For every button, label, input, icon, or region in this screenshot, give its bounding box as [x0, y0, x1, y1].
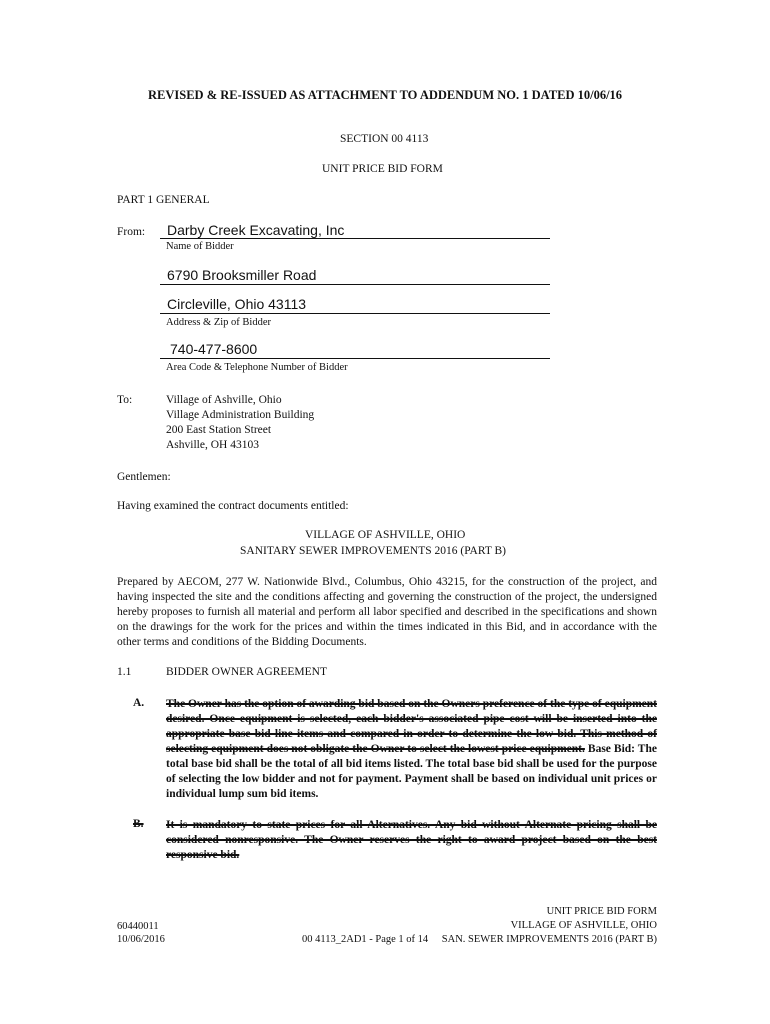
bidder-name-line	[160, 238, 550, 239]
address-caption: Address & Zip of Bidder	[166, 317, 271, 328]
to-address-line: Ashville, OH 43103	[166, 439, 259, 451]
bidder-name-caption: Name of Bidder	[166, 241, 234, 252]
item-a-label: A.	[133, 697, 145, 709]
bidder-name-value: Darby Creek Excavating, Inc	[167, 222, 345, 238]
footer-date: 10/06/2016	[117, 934, 165, 945]
section-1-1-number: 1.1	[117, 666, 132, 678]
phone-caption: Area Code & Telephone Number of Bidder	[166, 362, 348, 373]
phone-rule	[160, 358, 550, 359]
to-address-line: 200 East Station Street	[166, 424, 272, 436]
address-line1-value: 6790 Brooksmiller Road	[167, 267, 317, 283]
section-number: SECTION 00 4113	[340, 133, 429, 145]
address-line1-rule	[160, 284, 550, 285]
footer-page-ref: 00 4113_2AD1 - Page 1 of 14	[302, 934, 429, 945]
footer-right-line3: SAN. SEWER IMPROVEMENTS 2016 (PART B)	[441, 934, 657, 945]
project-title-line2: SANITARY SEWER IMPROVEMENTS 2016 (PART B)	[240, 545, 507, 557]
item-b-label: B.	[133, 818, 144, 830]
prepared-paragraph: Prepared by AECOM, 277 W. Nationwide Blvd., Columbus, Ohio 43215, for the construction of the project, and having inspected the site and the conditions affecting and governing the construction of the project, the undersigned hereby proposes to furnish all material and perform all labor specified and described in the specifications and shown on the drawings for the work for the prices and within the times indicated in this Bid, and in accordance with the other terms and conditions of the Bidding Documents.	[117, 576, 657, 648]
from-label: From:	[117, 226, 146, 238]
to-address-line: Village Administration Building	[166, 409, 315, 421]
item-a-text: Base Bid: The total base bid shall be the total of all bid items listed. The total base bid shall be used for the purpose of selecting the low bidder and not for payment. Payment shall be based on individual unit prices or individual lump sum bid items.	[166, 743, 657, 800]
salutation: Gentlemen:	[117, 471, 171, 483]
item-b-struck-text: It is mandatory to state prices for all Alternatives. Any bid without Alternate pricing shall be considered nonresponsive. The Owner reserves the right to award project based on the best responsive bid.	[166, 819, 657, 861]
footer-right-line1: UNIT PRICE BID FORM	[546, 906, 657, 917]
project-title-line1: VILLAGE OF ASHVILLE, OHIO	[305, 529, 466, 541]
section-1-1-title: BIDDER OWNER AGREEMENT	[166, 666, 327, 678]
part-heading: PART 1 GENERAL	[117, 194, 210, 206]
form-title: UNIT PRICE BID FORM	[322, 163, 443, 175]
revision-header: REVISED & RE-ISSUED AS ATTACHMENT TO ADDENDUM NO. 1 DATED 10/06/16	[148, 88, 623, 102]
footer-project-number: 60440011	[117, 921, 159, 932]
intro-sentence: Having examined the contract documents entitled:	[117, 500, 349, 512]
to-label: To:	[117, 394, 133, 406]
address-line2-rule	[160, 313, 550, 314]
phone-value: 740-477-8600	[170, 341, 258, 357]
item-a-struck-text: The Owner has the option of awarding bid based on the Owners preference of the type of equipment desired. Once equipment is selected, each bidder's associated pipe cost will be inserted into the appropriate base bid line items and compared in order to determine the low bid. This method of selecting equipment does not obligate the Owner to select the lowest price equipment.	[166, 698, 657, 755]
address-line2-value: Circleville, Ohio 43113	[167, 296, 307, 312]
to-address-line: Village of Ashville, Ohio	[166, 394, 282, 406]
item-a-paragraph	[166, 697, 657, 802]
footer-right-line2: VILLAGE OF ASHVILLE, OHIO	[510, 920, 657, 931]
